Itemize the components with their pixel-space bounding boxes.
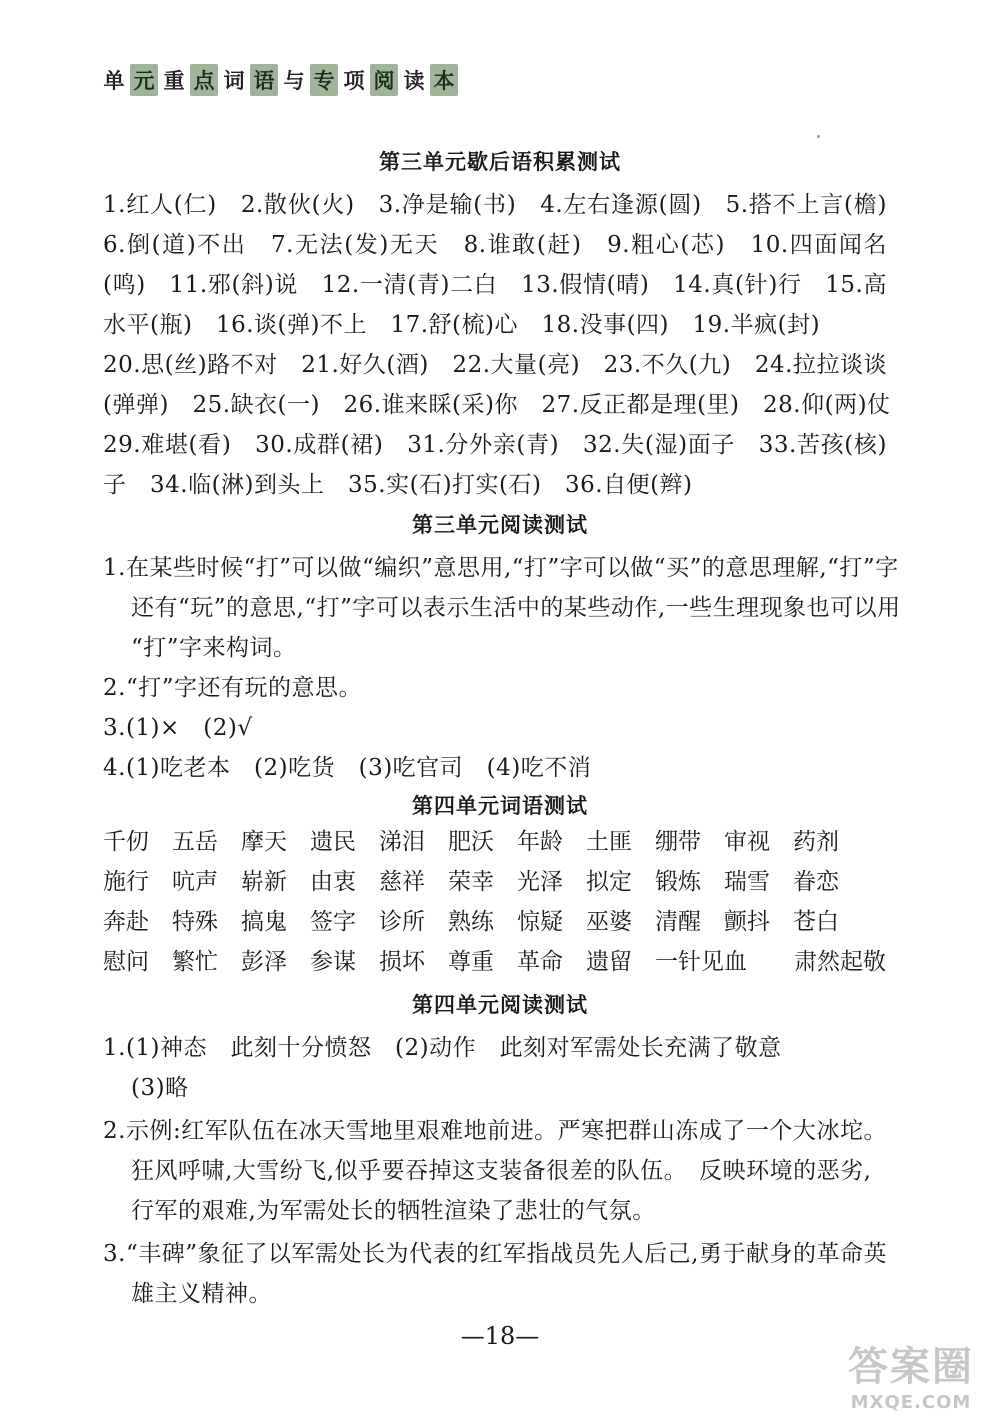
site-watermark bbox=[836, 1334, 986, 1414]
answer-line: (3)略 bbox=[131, 1075, 189, 1101]
answer-line: 3.“丰碑”象征了以军需处长为代表的红军指战员先人后己,勇于献身的革命英 bbox=[103, 1241, 887, 1267]
word-item: 吭声 bbox=[172, 869, 218, 895]
watermark-logo-text: 答案圈 bbox=[848, 1344, 974, 1390]
answer-line: (鸣) 11.邪(斜)说 12.一清(青)二白 13.假情(晴) 14.真(针)行 15.高 bbox=[103, 272, 887, 298]
watermark-url: MXQE.COM bbox=[850, 1392, 972, 1413]
header-char: 阅 bbox=[370, 64, 398, 96]
section-title-reading-4: 第四单元阅读测试 bbox=[412, 993, 588, 1017]
answer-line: 还有“玩”的意思,“打”字可以表示生活中的某些动作,一些生理现象也可以用 bbox=[131, 595, 901, 621]
word-item: 绷带 bbox=[655, 829, 701, 855]
speck bbox=[817, 135, 820, 138]
word-item: 慈祥 bbox=[379, 869, 425, 895]
word-item: 药剂 bbox=[793, 829, 839, 855]
answer-line: 雄主义精神。 bbox=[131, 1281, 272, 1307]
word-item: 锻炼 bbox=[655, 869, 701, 895]
answer-line: 29.难堪(看) 30.成群(裙) 31.分外亲(青) 32.失(湿)面子 33.苦孩(核) bbox=[103, 432, 887, 458]
answer-line: 狂风呼啸,大雪纷飞,似乎要吞掉这支装备很差的队伍。 反映环境的恶劣, bbox=[131, 1158, 872, 1184]
section-title-reading-3: 第三单元阅读测试 bbox=[412, 513, 588, 537]
section-title-xiehouyu: 第三单元歇后语积累测试 bbox=[379, 150, 621, 174]
word-item: 革命 bbox=[517, 949, 563, 975]
header-char: 与 bbox=[283, 68, 305, 93]
word-item: 肥沃 bbox=[448, 829, 494, 855]
word-item: 惊疑 bbox=[517, 909, 563, 935]
word-item: 眷恋 bbox=[793, 869, 839, 895]
word-item: 奔赴 bbox=[103, 909, 149, 935]
book-header bbox=[100, 64, 458, 96]
word-item: 参谋 bbox=[310, 949, 356, 975]
header-char: 本 bbox=[430, 64, 458, 96]
word-item: 遗民 bbox=[310, 829, 356, 855]
word-item: 熟练 bbox=[448, 909, 494, 935]
word-item: 审视 bbox=[724, 829, 770, 855]
answer-line: 1.红人(仁) 2.散伙(火) 3.净是输(书) 4.左右逢源(圆) 5.搭不上言(檐) bbox=[103, 192, 887, 218]
word-item: 土匪 bbox=[586, 829, 632, 855]
word-item: 五岳 bbox=[172, 829, 218, 855]
answer-line: 20.思(丝)路不对 21.好久(酒) 22.大量(亮) 23.不久(九) 24.拉拉谈谈 bbox=[103, 352, 887, 378]
word-item: 苍白 bbox=[793, 909, 839, 935]
answer-line: 2.“打”字还有玩的意思。 bbox=[103, 675, 362, 701]
word-item: 涕泪 bbox=[379, 829, 425, 855]
word-item: 彭泽 bbox=[241, 949, 287, 975]
answer-line: 2.示例:红军队伍在冰天雪地里艰难地前进。严寒把群山冻成了一个大冰坨。 bbox=[103, 1118, 887, 1144]
header-char: 元 bbox=[130, 64, 158, 96]
word-item: 年龄 bbox=[517, 829, 563, 855]
word-item: 特殊 bbox=[172, 909, 218, 935]
answer-line: 6.倒(道)不出 7.无法(发)无天 8.谁敢(赶) 9.粗心(芯) 10.四面闻名 bbox=[103, 232, 887, 258]
word-item: 荣幸 bbox=[448, 869, 494, 895]
word-item: 颤抖 bbox=[724, 909, 770, 935]
header-char: 项 bbox=[343, 68, 365, 93]
word-item: 摩天 bbox=[241, 829, 287, 855]
word-item: 清醒 bbox=[655, 909, 701, 935]
word-item: 尊重 bbox=[448, 949, 494, 975]
word-item: 千仞 bbox=[103, 829, 149, 855]
header-char: 专 bbox=[310, 64, 338, 96]
word-item: 由衷 bbox=[310, 869, 356, 895]
answer-line: “打”字来构词。 bbox=[131, 635, 297, 661]
word-item: 慰问 bbox=[103, 949, 149, 975]
header-char: 重 bbox=[163, 68, 185, 93]
answer-line: 4.(1)吃老本 (2)吃货 (3)吃官司 (4)吃不消 bbox=[103, 755, 592, 781]
answer-line: 1.(1)神态 此刻十分愤怒 (2)动作 此刻对军需处长充满了敬意 bbox=[103, 1035, 782, 1061]
answer-line: 1.在某些时候“打”可以做“编织”意思用,“打”字可以做“买”的意思理解,“打”字 bbox=[103, 555, 899, 581]
word-item: 瑞雪 bbox=[724, 869, 770, 895]
word-item: 拟定 bbox=[586, 869, 632, 895]
word-item: 遗留 bbox=[586, 949, 632, 975]
word-item: 搞鬼 bbox=[241, 909, 287, 935]
word-item: 繁忙 bbox=[172, 949, 218, 975]
header-char: 词 bbox=[223, 68, 245, 93]
header-char: 单 bbox=[103, 68, 125, 93]
header-char: 点 bbox=[190, 64, 218, 96]
header-char: 语 bbox=[250, 64, 278, 96]
word-item: 光泽 bbox=[517, 869, 563, 895]
answer-line: 子 34.临(淋)到头上 35.实(石)打实(石) 36.自便(辫) bbox=[103, 472, 693, 498]
header-char: 读 bbox=[403, 68, 425, 93]
word-item: 施行 bbox=[103, 869, 149, 895]
word-grid: 千仞 五岳 摩天 遗民 涕泪 肥沃 年龄 土匪 绷带 审视 药剂 施行 吭声 崭新 由衷 慈祥 荣幸 光泽 拟定 锻炼 瑞雪 眷恋 奔赴 特殊 搞鬼 签字 诊所 熟练 惊疑 巫婆 清醒 颤抖 苍白 慰问 繁忙 彭泽 参谋 损坏 尊重 革命 遗留 一针见血 肃然起敬 bbox=[103, 822, 863, 982]
word-item: 签字 bbox=[310, 909, 356, 935]
word-item: 诊所 bbox=[379, 909, 425, 935]
answer-line: 行军的艰难,为军需处长的牺牲渲染了悲壮的气氛。 bbox=[131, 1198, 656, 1224]
section-title-words-4: 第四单元词语测试 bbox=[412, 794, 588, 818]
page-number: —18— bbox=[460, 1322, 540, 1350]
word-item: 崭新 bbox=[241, 869, 287, 895]
word-item: 一针见血 bbox=[655, 949, 747, 975]
answer-line: 水平(瓶) 16.谈(弹)不上 17.舒(梳)心 18.没事(四) 19.半疯(封) bbox=[103, 312, 821, 338]
answer-line: (弹弹) 25.缺衣(一) 26.谁来睬(采)你 27.反正都是理(里) 28.仰(两)仗 bbox=[103, 392, 891, 418]
word-item: 损坏 bbox=[379, 949, 425, 975]
answer-line: 3.(1)× (2)√ bbox=[103, 715, 253, 741]
word-item: 巫婆 bbox=[586, 909, 632, 935]
